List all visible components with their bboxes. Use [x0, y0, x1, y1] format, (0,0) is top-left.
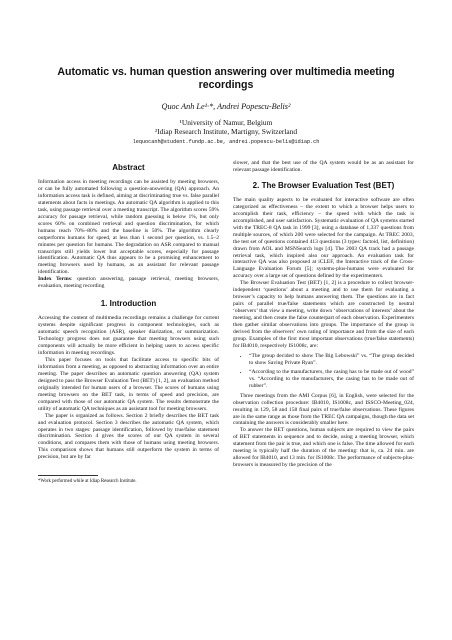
bet-paragraph-4: To answer the BET questions, human subjects are required to view the pairs of BET statements in sequence and to decide, using a meeting browser, which statement from the pair is true, and which one is false. The time allowed for each meeting is typically half the duration of the meeting: that is, ca. 24 min. are allowed for IB4010, and 13 min. for IS1008c. The performance of subjects-plus-browsers is measured by the precision of the — [233, 427, 414, 469]
abstract-heading: Abstract — [112, 163, 145, 172]
intro-paragraph-2: This paper focuses on tools that facilitate access to specific bits of information from a meeting, as opposed to abstracting information over an entire meeting. The paper describes an automatic question answering (QA) system designed to pass the Browser Evaluation Test (BET) [1, 2], an evaluation method originally intended for human users of a browser. The scores of humans using meeting browsers on the BET task, in terms of speed and precision, are compared with those of our automatic QA system. The results demonstrate the utility of automatic QA techniques as an assistant tool for meeting browsers. — [38, 356, 219, 412]
footnote-divider — [38, 475, 98, 476]
two-column-body — [38, 160, 414, 485]
intro-paragraph-3: The paper is organized as follows. Section 2 briefly describes the BET task and evaluation protocol. Section 3 describes the automatic QA system, which operates in two stages: passage identification, followed by true/false statement discrimination. Section 4 gives the scores of our QA system in several conditions, and compares them with those of humans using meeting browsers. This comparison shows that humans still outperform the system in terms of precision, but are by far — [38, 412, 219, 461]
introduction-heading: 1. Introduction — [100, 299, 157, 309]
bet-paragraph-1: The main quality aspects to be evaluated for interactive software are often categorized as effectiveness – the extent to which a browser helps users to accomplish their task, efficiency – the speed with which the task is accomplished, and user satisfaction. Systematic evaluation of QA systems started with the TREC-8 QA task in 1999 [3], using a database of 1,337 questions from multiple sources, of which 200 were selected for the campaign. At TREC 2003, the test set of questions contained 413 questions (3 types: factoid, list, definition) drawn from AOL and MSNSearch logs [4]. The 2003 QA track had a passage retrieval task, which inspired also our approach. An evaluation task for interactive QA was also proposed at iCLEF, the Interactive track of the Cross-Language Evaluation Forum [5]; systems-plus-humans were evaluated for accuracy over a large set of questions defined by the experimenters. — [233, 196, 414, 280]
bet-section-heading: 2. The Browser Evaluation Test (BET) — [252, 180, 395, 190]
affiliation-2: ²Idiap Research Institute, Martigny, Switzerland — [154, 127, 298, 136]
footnote: *Work performed while at Idiap Research Institute. — [38, 479, 137, 485]
abstract-text: Information access in meeting recordings can be assisted by meeting browsers, or can be fully automated following a question-answering (QA) approach. An information access task is defined, aiming at discriminating true vs. false parallel statements about facts in meetings. An automatic QA algorithm is applied to this task, using passage retrieval over a meeting transcript. The algorithm scores 59% accuracy for passage retrieval, while random guessing is below 1%, but only scores 60% on combined retrieval and question discrimination, for which humans reach 70%–80% and the baseline is 50%. The algorithm clearly outperforms humans for speed, at less than 1 second per question, vs. 1.5–2 minutes per question for humans. The degradation on ASR compared to manual transcripts still yields lower but acceptable scores, especially for passage identification. Automatic QA thus appears to be a promising enhancement to meeting browsers used by humans, as an assistant for relevant passage identification. — [38, 179, 219, 276]
example-list — [233, 353, 414, 390]
index-terms — [38, 276, 219, 290]
affiliation-1: ¹University of Namur, Belgium — [179, 118, 273, 127]
intro-paragraph-1: Accessing the content of multimedia recordings remains a challenge for current systems despite significant progress in component technologies, such as automatic speech recognition (ASR), speaker diarization, or summarization. Technology progress does not guarantee that meeting browsers using such components will actually be more efficient in helping users to access specific information in meeting recordings. — [38, 315, 219, 357]
example-item-1: • “The group decided to show The Big Lebowski” vs. “The group decided to show Saving Private Ryan”. — [249, 353, 414, 367]
right-column — [233, 160, 414, 485]
example-item-2: • “According to the manufacturers, the casing has to be made out of wood” vs. “According to the manufacturers, the casing has to be made out of rubber”. — [249, 369, 414, 390]
author-list: Quoc Anh Le¹·*, Andrei Popescu-Belis² — [161, 102, 291, 111]
intro-continuation: slower, and that the best use of the QA system would be as an assistant for relevant passage identification. — [233, 160, 414, 173]
index-terms-label: Index Terms — [38, 276, 71, 283]
index-terms-text: : question answering, passage retrieval, meeting browsers, evaluation, meeting recording — [38, 276, 219, 290]
affiliations — [38, 118, 414, 136]
paper-title: Automatic vs. human question answering over multimedia meeting recordings — [57, 66, 395, 91]
bet-paragraph-3: Three meetings from the AMI Corpus [6], in English, were selected for the observation collection procedure: IB4010, IS1008c, and ISSCO-Meeting_024, resulting in 129, 58 and 158 final pairs of true/false observations. These figures are in the same range as those from the TREC QA campaigns, though the data set containing the answers is considerably smaller here. — [233, 392, 414, 427]
left-column — [38, 160, 219, 485]
author-emails: lequocanh@student.fundp.ac.be, andrei.popescu-belis@idiap.ch — [132, 139, 320, 145]
bet-paragraph-2: The Browser Evaluation Test (BET) [1, 2] is a procedure to collect browser-independent ‘questions’ about a meeting and to use them for evaluating a browser’s capacity to help humans answering them. The questions are in fact pairs of parallel true/false statements which are constructed by neutral ‘observers’ that view a meeting, write down ‘observations of interests’ about the meeting, and then create the false counterpart of each observation. Experimenters then gather similar observations into groups. The importance of the group is derived from the observers’ own rating of importance and from the size of each group. Examples of the first most important observations (true/false statements) for IB4010, respectively IS1008c, are: — [233, 280, 414, 349]
